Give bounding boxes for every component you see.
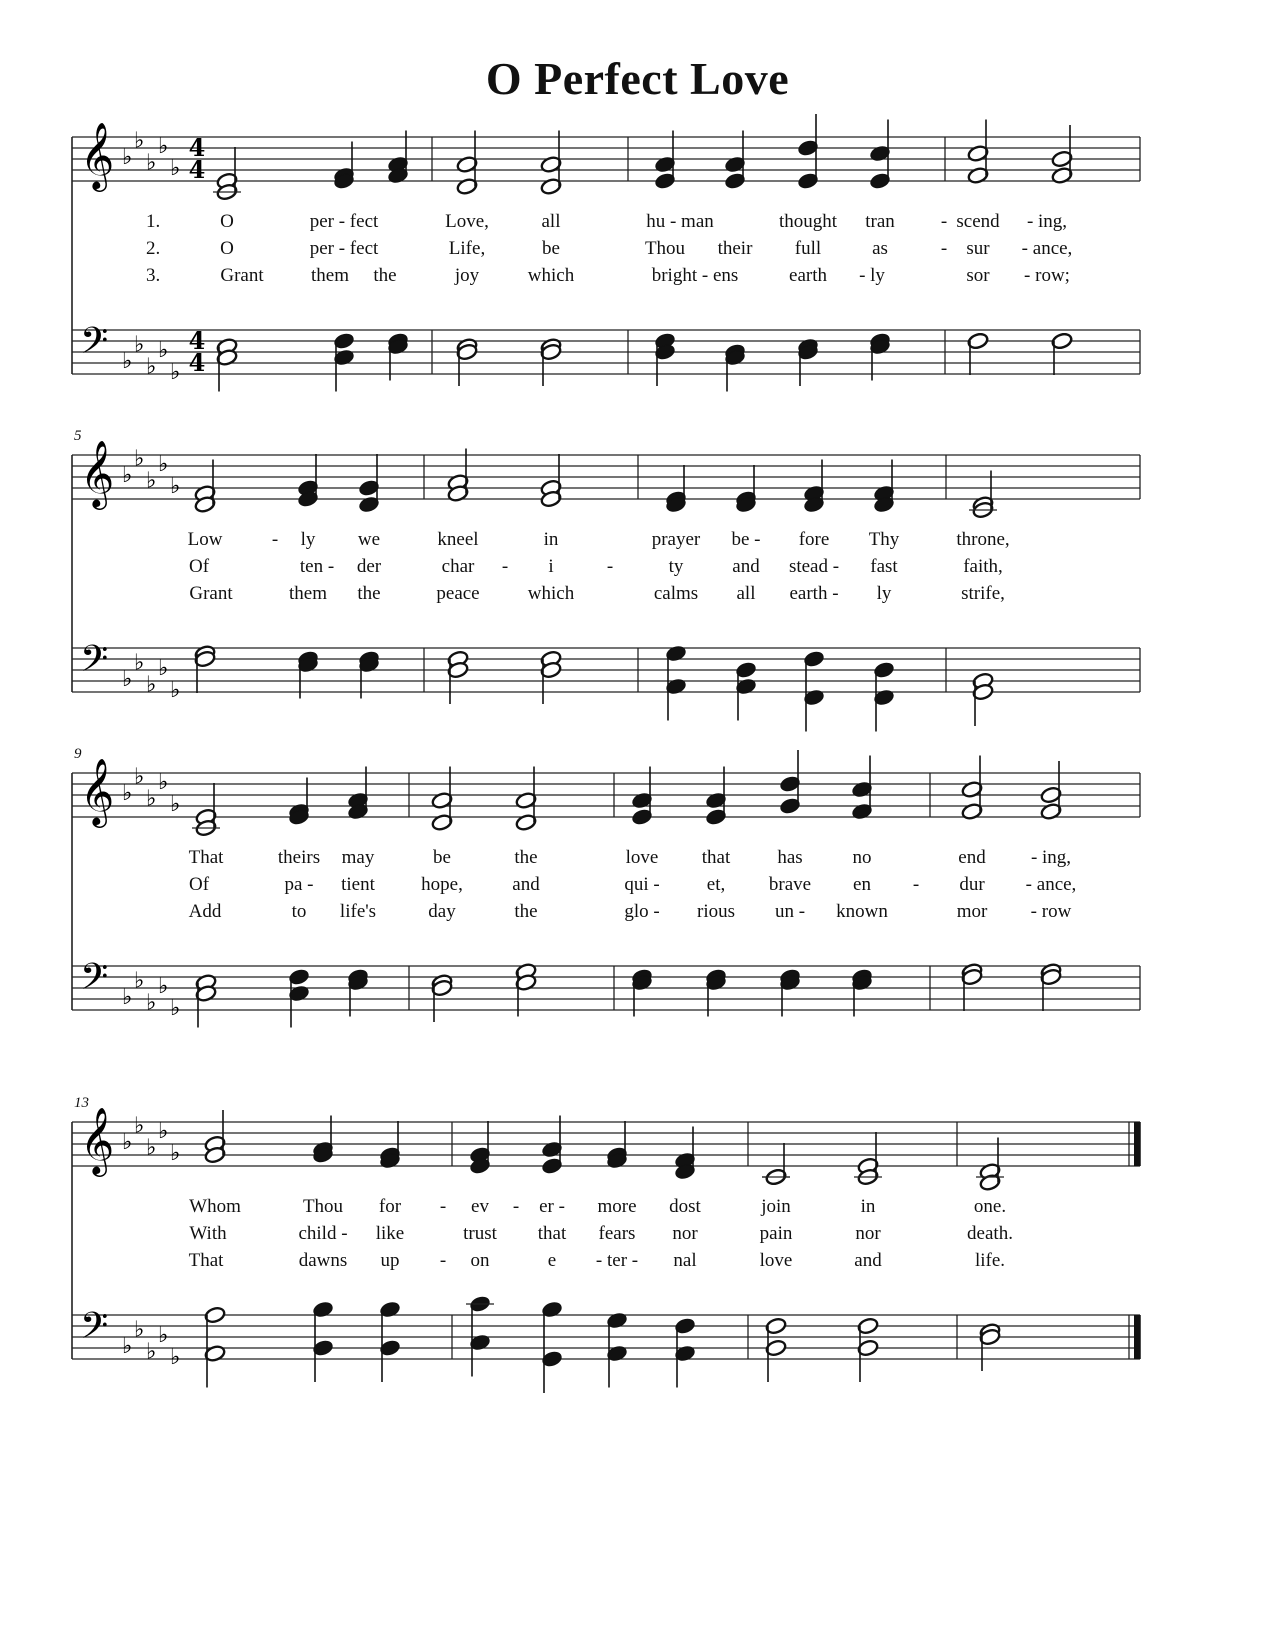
flat-sign: ♭ bbox=[158, 770, 169, 795]
lyric-syllable: O bbox=[220, 238, 234, 259]
flat-sign: ♭ bbox=[122, 1130, 133, 1155]
measure-number: 5 bbox=[74, 428, 82, 444]
lyric-syllable: Grant bbox=[189, 583, 233, 604]
lyric-syllable: all bbox=[541, 211, 561, 232]
lyric-syllable: char bbox=[441, 556, 475, 577]
lyric-syllable: up bbox=[380, 1250, 400, 1271]
final-barline bbox=[1134, 1315, 1140, 1359]
lyric-syllable: death. bbox=[967, 1223, 1013, 1244]
treble-clef-icon: 𝄞 bbox=[80, 757, 115, 825]
lyric-syllable: - ly bbox=[859, 265, 885, 286]
lyric-syllable: theirs bbox=[277, 847, 321, 868]
treble-clef-icon: 𝄞 bbox=[80, 439, 115, 507]
flat-sign: ♭ bbox=[158, 656, 169, 681]
music-system bbox=[0, 77, 1275, 397]
flat-sign: ♭ bbox=[146, 990, 157, 1016]
lyric-syllable: throne, bbox=[956, 529, 1010, 550]
lyric-syllable: - bbox=[912, 874, 920, 895]
lyric-syllable: pa - bbox=[284, 874, 314, 895]
treble-clef-icon: 𝄞 bbox=[80, 121, 115, 189]
music-system bbox=[0, 395, 1275, 715]
flat-sign: ♭ bbox=[158, 1323, 169, 1348]
measure-number: 13 bbox=[74, 1095, 89, 1111]
lyric-syllable: join bbox=[761, 1196, 791, 1217]
lyric-syllable: in bbox=[543, 529, 559, 550]
lyric-syllable: Of bbox=[188, 556, 210, 577]
lyric-syllable: more bbox=[597, 1196, 637, 1217]
flat-sign: ♭ bbox=[122, 349, 133, 374]
lyric-syllable: - bbox=[940, 238, 948, 259]
bass-clef-icon: 𝄢 bbox=[80, 638, 109, 689]
lyric-syllable: them bbox=[311, 265, 349, 286]
time-signature-digit: 4 bbox=[188, 133, 206, 162]
lyric-syllable: hu - man bbox=[646, 211, 714, 232]
lyric-syllable: like bbox=[375, 1223, 405, 1244]
lyric-syllable: Thy bbox=[868, 529, 900, 550]
lyric-syllable: to bbox=[291, 901, 307, 922]
lyric-syllable: earth - bbox=[789, 583, 839, 604]
lyric-syllable: their bbox=[717, 238, 753, 259]
lyric-syllable: and bbox=[854, 1250, 882, 1271]
lyric-syllable: - bbox=[606, 556, 614, 577]
lyric-syllable: en bbox=[853, 874, 871, 895]
flat-sign: ♭ bbox=[134, 332, 145, 358]
lyric-syllable: earth bbox=[789, 265, 827, 286]
lyric-syllable: strife, bbox=[961, 583, 1005, 604]
lyric-syllable: Low bbox=[187, 529, 223, 550]
lyric-syllable: ly bbox=[300, 529, 316, 550]
music-system bbox=[0, 713, 1275, 1033]
lyric-syllable: peace bbox=[436, 583, 480, 604]
verse-number: 2. bbox=[146, 238, 161, 259]
lyric-syllable: - ing, bbox=[1030, 847, 1072, 868]
flat-sign: ♭ bbox=[146, 1339, 157, 1365]
lyric-syllable: day bbox=[428, 901, 456, 922]
lyric-syllable: dost bbox=[669, 1196, 701, 1217]
flat-sign: ♭ bbox=[146, 672, 157, 698]
lyric-syllable: which bbox=[527, 583, 575, 604]
lyric-syllable: - row; bbox=[1024, 265, 1070, 286]
flat-sign: ♭ bbox=[146, 786, 157, 812]
flat-sign: ♭ bbox=[122, 667, 133, 692]
lyric-syllable: - bbox=[512, 1196, 520, 1217]
lyric-syllable: and bbox=[732, 556, 760, 577]
lyric-syllable: Love, bbox=[445, 211, 489, 232]
lyric-syllable: nor bbox=[855, 1223, 881, 1244]
lyric-syllable: thought bbox=[778, 211, 838, 232]
lyric-syllable: brave bbox=[768, 874, 812, 895]
lyric-syllable: faith, bbox=[963, 556, 1003, 577]
lyric-syllable: pain bbox=[759, 1223, 793, 1244]
flat-sign: ♭ bbox=[122, 1334, 133, 1359]
time-signature-digit: 4 bbox=[188, 155, 206, 184]
lyric-syllable: calms bbox=[653, 583, 699, 604]
lyric-syllable: life's bbox=[339, 901, 377, 922]
lyric-syllable: ev bbox=[471, 1196, 489, 1217]
flat-sign: ♭ bbox=[122, 463, 133, 488]
lyric-syllable: life. bbox=[974, 1250, 1006, 1271]
lyric-syllable: Thou bbox=[644, 238, 686, 259]
lyric-syllable: the bbox=[514, 901, 538, 922]
lyric-syllable: be bbox=[542, 238, 560, 259]
time-signature-digit: 4 bbox=[188, 348, 206, 377]
lyric-syllable: - ter - bbox=[595, 1250, 639, 1271]
lyric-syllable: dawns bbox=[298, 1250, 348, 1271]
lyric-syllable: That bbox=[188, 1250, 224, 1271]
lyric-syllable: ly bbox=[876, 583, 892, 604]
flat-sign: ♭ bbox=[170, 156, 181, 181]
lyric-syllable: them bbox=[289, 583, 327, 604]
flat-sign: ♭ bbox=[134, 1113, 145, 1139]
lyric-syllable: per - fect bbox=[309, 211, 379, 232]
lyric-syllable: Life, bbox=[448, 238, 486, 259]
lyric-syllable: - bbox=[271, 529, 279, 550]
lyric-syllable: sor bbox=[966, 265, 990, 286]
lyric-syllable: un - bbox=[774, 901, 806, 922]
lyric-syllable: - ing, bbox=[1026, 211, 1068, 232]
lyric-syllable: which bbox=[527, 265, 575, 286]
lyric-syllable: rious bbox=[697, 901, 735, 922]
lyric-syllable: sur bbox=[966, 238, 990, 259]
lyric-syllable: and bbox=[512, 874, 540, 895]
flat-sign: ♭ bbox=[146, 1135, 157, 1161]
lyric-syllable: bright - ens bbox=[651, 265, 739, 286]
lyric-syllable: ten - bbox=[299, 556, 335, 577]
flat-sign: ♭ bbox=[134, 650, 145, 676]
lyric-syllable: fears bbox=[598, 1223, 636, 1244]
lyric-syllable: that bbox=[701, 847, 731, 868]
lyric-syllable: full bbox=[794, 238, 822, 259]
lyric-syllable: er - bbox=[539, 1196, 565, 1217]
lyric-syllable: love bbox=[759, 1250, 793, 1271]
flat-sign: ♭ bbox=[146, 150, 157, 176]
flat-sign: ♭ bbox=[170, 360, 181, 385]
lyric-syllable: end bbox=[958, 847, 986, 868]
flat-sign: ♭ bbox=[134, 446, 145, 472]
lyric-syllable: has bbox=[777, 847, 803, 868]
bass-clef-icon: 𝄢 bbox=[80, 1305, 109, 1356]
flat-sign: ♭ bbox=[134, 128, 145, 154]
flat-sign: ♭ bbox=[122, 985, 133, 1010]
lyric-syllable: hope, bbox=[421, 874, 463, 895]
lyric-syllable: nal bbox=[673, 1250, 697, 1271]
flat-sign: ♭ bbox=[158, 974, 169, 999]
lyric-syllable: mor bbox=[956, 901, 988, 922]
flat-sign: ♭ bbox=[158, 134, 169, 159]
time-signature-digit: 4 bbox=[188, 326, 206, 355]
flat-sign: ♭ bbox=[170, 996, 181, 1021]
lyric-syllable: joy bbox=[454, 265, 480, 286]
flat-sign: ♭ bbox=[170, 678, 181, 703]
lyric-syllable: - ance, bbox=[1025, 874, 1077, 895]
lyric-syllable: Grant bbox=[220, 265, 264, 286]
verse-number: 1. bbox=[146, 211, 161, 232]
lyric-syllable: be - bbox=[731, 529, 761, 550]
lyric-syllable: glo - bbox=[624, 901, 660, 922]
measure-number: 9 bbox=[74, 746, 82, 762]
music-system bbox=[0, 1062, 1275, 1382]
lyric-syllable: scend bbox=[956, 211, 1000, 232]
lyric-syllable: tient bbox=[341, 874, 375, 895]
lyric-syllable: Whom bbox=[189, 1196, 241, 1217]
lyric-syllable: nor bbox=[672, 1223, 698, 1244]
flat-sign: ♭ bbox=[134, 1317, 145, 1343]
lyric-syllable: et, bbox=[706, 874, 726, 895]
lyric-syllable: prayer bbox=[651, 529, 701, 550]
lyric-syllable: for bbox=[378, 1196, 402, 1217]
flat-sign: ♭ bbox=[170, 474, 181, 499]
lyric-syllable: be bbox=[433, 847, 451, 868]
lyric-syllable: all bbox=[736, 583, 756, 604]
lyric-syllable: ty bbox=[668, 556, 684, 577]
lyric-syllable: on bbox=[470, 1250, 490, 1271]
lyric-syllable: Thou bbox=[302, 1196, 344, 1217]
lyric-syllable: per - fect bbox=[309, 238, 379, 259]
flat-sign: ♭ bbox=[170, 792, 181, 817]
lyric-syllable: - bbox=[501, 556, 509, 577]
lyric-syllable: in bbox=[860, 1196, 876, 1217]
lyric-syllable: der bbox=[356, 556, 382, 577]
flat-sign: ♭ bbox=[146, 354, 157, 380]
verse-number: 3. bbox=[146, 265, 161, 286]
lyric-syllable: stead - bbox=[788, 556, 840, 577]
flat-sign: ♭ bbox=[146, 468, 157, 494]
treble-clef-icon: 𝄞 bbox=[80, 1106, 115, 1174]
lyric-syllable: we bbox=[357, 529, 381, 550]
lyric-syllable: love bbox=[625, 847, 659, 868]
lyric-syllable: that bbox=[537, 1223, 567, 1244]
flat-sign: ♭ bbox=[158, 1119, 169, 1144]
lyric-syllable: Of bbox=[188, 874, 210, 895]
lyric-syllable: fast bbox=[870, 556, 898, 577]
lyric-syllable: the bbox=[373, 265, 397, 286]
lyric-syllable: kneel bbox=[437, 529, 479, 550]
bass-clef-icon: 𝄢 bbox=[80, 320, 109, 371]
flat-sign: ♭ bbox=[134, 764, 145, 790]
lyric-syllable: That bbox=[188, 847, 224, 868]
lyric-syllable: known bbox=[836, 901, 888, 922]
hymn-title: O Perfect Love bbox=[485, 53, 790, 104]
lyric-syllable: - ance, bbox=[1021, 238, 1073, 259]
flat-sign: ♭ bbox=[122, 781, 133, 806]
lyric-syllable: the bbox=[514, 847, 538, 868]
lyric-syllable: With bbox=[189, 1223, 227, 1244]
lyric-syllable: Add bbox=[188, 901, 222, 922]
lyric-syllable: - bbox=[439, 1250, 447, 1271]
flat-sign: ♭ bbox=[170, 1141, 181, 1166]
lyric-syllable: - bbox=[940, 211, 948, 232]
lyric-syllable: O bbox=[220, 211, 234, 232]
flat-sign: ♭ bbox=[158, 338, 169, 363]
flat-sign: ♭ bbox=[134, 968, 145, 994]
lyric-syllable: fore bbox=[798, 529, 830, 550]
treble-staff bbox=[72, 455, 1140, 499]
final-barline bbox=[1134, 1122, 1140, 1166]
lyric-syllable: qui - bbox=[624, 874, 660, 895]
lyric-syllable: child - bbox=[298, 1223, 348, 1244]
lyric-syllable: - row bbox=[1030, 901, 1072, 922]
lyric-syllable: trust bbox=[463, 1223, 497, 1244]
lyric-syllable: i bbox=[548, 556, 554, 577]
flat-sign: ♭ bbox=[122, 145, 133, 170]
treble-staff bbox=[72, 1122, 1140, 1166]
flat-sign: ♭ bbox=[158, 452, 169, 477]
bass-staff bbox=[72, 1315, 1140, 1359]
bass-clef-icon: 𝄢 bbox=[80, 956, 109, 1007]
lyric-syllable: dur bbox=[959, 874, 985, 895]
lyric-syllable: e bbox=[547, 1250, 557, 1271]
flat-sign: ♭ bbox=[170, 1345, 181, 1370]
lyric-syllable: the bbox=[357, 583, 381, 604]
lyric-syllable: - bbox=[439, 1196, 447, 1217]
lyric-syllable: tran bbox=[865, 211, 895, 232]
lyric-syllable: one. bbox=[973, 1196, 1007, 1217]
lyric-syllable: no bbox=[852, 847, 872, 868]
lyric-syllable: may bbox=[341, 847, 375, 868]
lyric-syllable: as bbox=[872, 238, 888, 259]
